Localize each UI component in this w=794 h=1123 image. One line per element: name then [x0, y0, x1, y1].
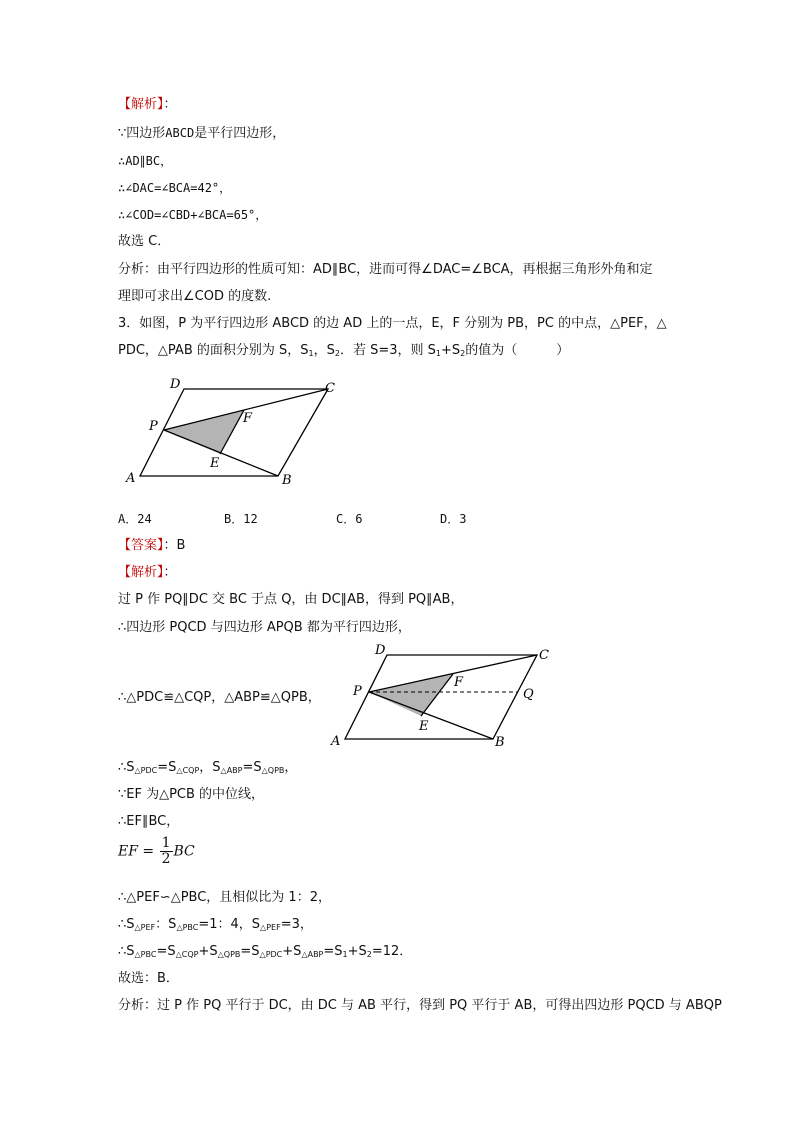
option-d: D．3	[440, 512, 467, 526]
option-a: A．24	[118, 512, 152, 526]
label-e: E	[419, 719, 429, 734]
figure-parallelogram-2	[325, 640, 565, 752]
analysis2-line1: 过 P 作 PQ∥DC 交 BC 于点 Q，由 DC∥AB，得到 PQ∥AB，	[118, 592, 464, 607]
analysis1-line7: 理即可求出∠COD 的度数.	[118, 289, 272, 304]
analysis2-line11: 分析：过 P 作 PQ 平行于 DC，由 DC 与 AB 平行，得到 PQ 平行于 AB，可得出四边形 PQCD 与 ABQP	[118, 998, 722, 1013]
analysis2-line2: ∴四边形 PQCD 与四边形 APQB 都为平行四边形，	[118, 620, 411, 635]
label-p: P	[353, 684, 362, 699]
answer-line: 【答案】：B	[118, 538, 186, 553]
shaded-triangle-pef	[369, 674, 453, 716]
figure-parallelogram-1	[118, 372, 358, 492]
segment-pc	[369, 655, 537, 692]
label-e: E	[210, 456, 220, 471]
label-a: A	[126, 471, 136, 486]
analysis1-line6: 分析：由平行四边形的性质可知：AD∥BC，进而可得∠DAC=∠BCA，再根据三角形外角和定	[118, 262, 653, 277]
analysis2-line6: ∴EF∥BC，	[118, 814, 180, 829]
analysis1-line5: 故选 C．	[118, 234, 171, 249]
label-q: Q	[523, 687, 534, 702]
analysis-header-2: 【解析】：	[118, 565, 177, 580]
analysis2-line10: 故选：B．	[118, 971, 179, 986]
formula-ef-half-bc: EF = $\frac{1}{2}$ BC	[118, 835, 195, 867]
option-c: C．6	[336, 512, 363, 526]
analysis2-line7: ∴△PEF∽△PBC，且相似比为 1：2，	[118, 890, 331, 905]
analysis2-line9: $\therefore S_{\triangle PBC}=S_{\triangle CQP}+S_{\triangle QPB}=S_{\triangle PDC}+S_{\triangle ABP}=S_1+S_2=12$．	[118, 944, 413, 959]
label-d: D	[375, 643, 386, 658]
analysis2-line5: ∵EF 为△PCB 的中位线，	[118, 787, 265, 802]
label-a: A	[331, 734, 341, 749]
analysis1-line3: ∴∠DAC=∠BCA=42°，	[118, 181, 232, 195]
question3-line1: 3．如图，P 为平行四边形 ABCD 的边 AD 上的一点，E，F 分别为 PB，PC 的中点，△PEF，△	[118, 316, 667, 331]
label-b: B	[282, 473, 292, 488]
label-c: C	[539, 648, 549, 663]
analysis1-line4: ∴∠COD=∠CBD+∠BCA=65°，	[118, 208, 268, 222]
label-f: F	[454, 675, 464, 690]
analysis2-line8: $\therefore S_{\triangle PEF}$：$S_{\triangle PBC}=1$：4，$S_{\triangle PEF}=3$，	[118, 917, 313, 932]
analysis2-line4: $\therefore S_{\triangle PDC}=S_{\triangle CQP}$，$S_{\triangle ABP}=S_{\triangle QPB}$，	[118, 760, 298, 775]
analysis-header-1: 【解析】：	[118, 97, 177, 112]
fraction-one-half: $\frac{1}{2}$	[161, 835, 171, 867]
label-c: C	[325, 381, 335, 396]
label-p: P	[149, 419, 158, 434]
option-b: B．12	[224, 512, 258, 526]
analysis1-line2: ∴AD∥BC，	[118, 154, 173, 168]
parallelogram-abcd	[345, 655, 537, 739]
analysis1-line1: ∵四边形ABCD是平行四边形，	[118, 126, 286, 141]
parallelogram-abcd	[140, 389, 328, 476]
label-d: D	[170, 377, 181, 392]
question3-line2: PDC，△PAB 的面积分别为 S，$S_1$，$S_2$．若 S=3，则 $S_1+S_2$的值为（ ）	[118, 343, 570, 358]
analysis2-line3: ∴△PDC≌△CQP，△ABP≌△QPB，	[118, 690, 321, 705]
label-f: F	[243, 411, 253, 426]
label-b: B	[495, 735, 505, 750]
